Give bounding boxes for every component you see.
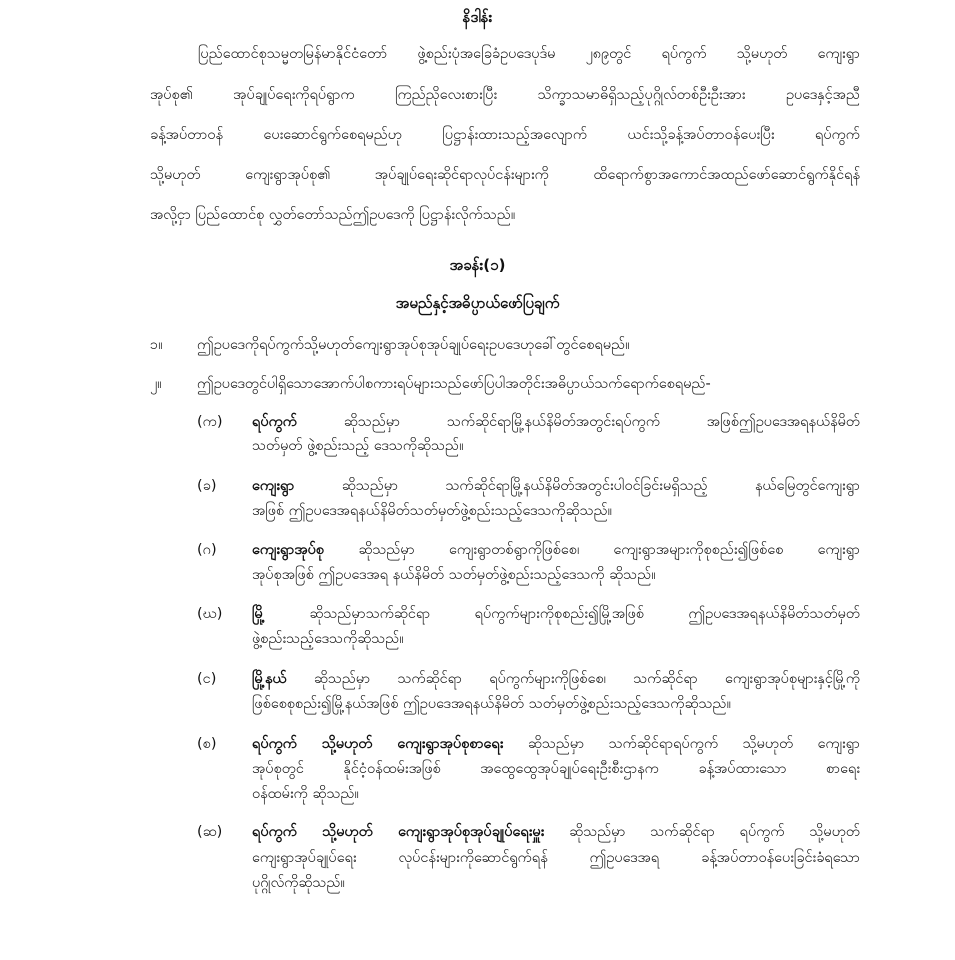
definition-line: ပုဂ္ဂိုလ်ကိုဆိုသည်။ — [252, 875, 345, 891]
definition-term: မြို့ — [252, 606, 265, 622]
definition-line — [252, 823, 860, 844]
definition-marker: (က) — [197, 414, 223, 430]
definition-marker: (ဂ) — [197, 542, 217, 558]
definition-text: ဆိုသည်မှာသက်ဆိုင်ရာ ရပ်ကွက်များကိုစုစည်း၍မြို့အဖြစ် ဤဥပဒေအရနယ်နိမိတ်သတ်မှတ် — [309, 606, 861, 622]
definition-text: ဆိုသည်မှာ သက်ဆိုင်ရာမြို့နယ်နိမိတ်အတွင်းပါဝင်ခြင်းမရှိသည့် နယ်မြေတွင်ကျေးရွာ — [341, 478, 860, 494]
definition-line: အုပ်စုအဖြစ် ဤဥပဒေအရ နယ်နိမိတ် သတ်မှတ်ဖွဲ့စည်းသည့်ဒေသကို ဆိုသည်။ — [252, 567, 656, 583]
definition-marker: (ခ) — [197, 478, 217, 494]
definition-text: ဆိုသည်မှာ သက်ဆိုင်ရာမြို့နယ်နိမိတ်အတွင်းရပ်ကွက် အဖြစ်ဤဥပဒေအရနယ်နိမိတ် — [343, 414, 860, 430]
definition-line — [252, 477, 860, 498]
preamble-line-5: အလို့ငှာ ပြည်ထောင်စု လွှတ်တော်သည်ဤဥပဒေကို ပြဋ္ဌာန်းလိုက်သည်။ — [150, 207, 516, 223]
definition-line — [252, 670, 860, 691]
section-number: ၁။ — [150, 337, 163, 353]
definition-line — [252, 413, 860, 434]
definition-text: ဆိုသည်မှာ သက်ဆိုင်ရာ ရပ်ကွက် သို့မဟုတ် — [569, 824, 861, 840]
definition-marker: (ဃ) — [197, 606, 223, 622]
definition-text: ဆိုသည်မှာ သက်ဆိုင်ရာရပ်ကွက် သို့မဟုတ် ကျေးရွာ — [527, 736, 860, 752]
definition-line: ဖွဲ့စည်းသည့်ဒေသကိုဆိုသည်။ — [252, 631, 404, 647]
chapter-title: အမည်နှင့်အဓိပ္ပာယ်ဖော်ပြချက် — [395, 294, 560, 312]
definition-line: ဖြစ်စေစုစည်း၍မြို့နယ်အဖြစ် ဤဥပဒေအရနယ်နိမိတ် သတ်မှတ်ဖွဲ့စည်းသည့်ဒေသကိုဆိုသည်။ — [252, 696, 731, 712]
definition-line: အဖြစ် ဤဥပဒေအရနယ်နိမိတ်သတ်မှတ်ဖွဲ့စည်းသည့်ဒေသကိုဆိုသည်။ — [252, 503, 613, 519]
preamble-line-3: ခန့်အပ်တာဝန် ပေးဆောင်ရွက်စေရမည်ဟု ပြဋ္ဌာန်းထားသည့်အလျောက် ယင်းသို့ခန့်အပ်တာဝန်ပေးပြီး ရပ်ကွက် — [150, 127, 860, 143]
definition-line: အုပ်စုတွင် နိုင်ငံ့ဝန်ထမ်းအဖြစ် အထွေထွေအုပ်ချုပ်ရေးဦးစီးဌာနက ခန့်အပ်ထားသော စာရေး — [252, 761, 860, 777]
document-title: နိဒါန်း — [462, 8, 493, 26]
preamble-line-2: အုပ်စု၏ အုပ်ချုပ်ရေးကိုရပ်ရွာက ကြည်ညိုလေးစားပြီး သိက္ခာသမာဓိရှိသည့်ပုဂ္ဂိုလ်တစ်ဦးဦးအား ဥပဒေနှင့်အညီ — [150, 87, 860, 103]
section-text: ဤဥပဒေတွင်ပါရှိသောအောက်ပါစကားရပ်များသည်ဖော်ပြပါအတိုင်းအဓိပ္ပာယ်သက်ရောက်စေရမည်- — [197, 376, 711, 392]
definition-text: ဆိုသည်မှာ ကျေးရွာတစ်ရွာကိုဖြစ်စေ၊ ကျေးရွာအများကိုစုစည်း၍ဖြစ်စေ ကျေးရွာ — [358, 542, 860, 558]
definition-line — [252, 605, 860, 626]
definition-term: မြို့နယ် — [252, 671, 287, 687]
preamble-line-4: သို့မဟုတ် ကျေးရွာအုပ်စု၏ အုပ်ချုပ်ရေးဆိုင်ရာလုပ်ငန်းများကို ထိရောက်စွာအကောင်အထည်ဖော်ဆောင်ရွက်နိုင်ရန် — [150, 167, 860, 183]
definition-line: ဝန်ထမ်းကို ဆိုသည်။ — [252, 786, 359, 802]
definition-line: ကျေးရွာအုပ်ချုပ်ရေး လုပ်ငန်းများကိုဆောင်ရွက်ရန် ဤဥပဒေအရ ခန့်အပ်တာဝန်ပေးခြင်းခံရသော — [252, 850, 860, 866]
definition-term: ကျေးရွာ — [252, 478, 295, 494]
definition-line — [252, 541, 860, 562]
definition-marker: (ဆ) — [197, 824, 223, 840]
definition-term: ကျေးရွာအုပ်စု — [252, 542, 325, 558]
definition-marker: (စ) — [197, 736, 217, 752]
definition-term: ရပ်ကွက် သို့မဟုတ် ကျေးရွာအုပ်စုစာရေး — [252, 736, 504, 752]
preamble-line-1: ပြည်ထောင်စုသမ္မတမြန်မာနိုင်ငံတော် ဖွဲ့စည်းပုံအခြေခံဥပဒေပုဒ်မ ၂၈၉တွင် ရပ်ကွက် သို့မဟုတ် ကျေးရွာ — [198, 46, 860, 62]
definition-term: ရပ်ကွက် သို့မဟုတ် ကျေးရွာအုပ်စုအုပ်ချုပ်ရေးမှူး — [252, 824, 545, 840]
section-text: ဤဥပဒေကိုရပ်ကွက်သို့မဟုတ်ကျေးရွာအုပ်စုအုပ်ချုပ်ရေးဥပဒေဟုခေါ်တွင်စေရမည်။ — [197, 337, 630, 353]
definition-marker: (င) — [197, 671, 217, 687]
definition-line: သတ်မှတ် ဖွဲ့စည်းသည့် ဒေသကိုဆိုသည်။ — [252, 438, 464, 454]
chapter-label: အခန်း(၁) — [449, 256, 506, 274]
definition-line — [252, 735, 860, 756]
definition-term: ရပ်ကွက် — [252, 414, 297, 430]
section-number: ၂။ — [150, 376, 162, 392]
definition-text: ဆိုသည်မှာ သက်ဆိုင်ရာ ရပ်ကွက်များကိုဖြစ်စေ၊ သက်ဆိုင်ရာ ကျေးရွာအုပ်စုများနှင့်မြို့ကို — [313, 671, 861, 687]
